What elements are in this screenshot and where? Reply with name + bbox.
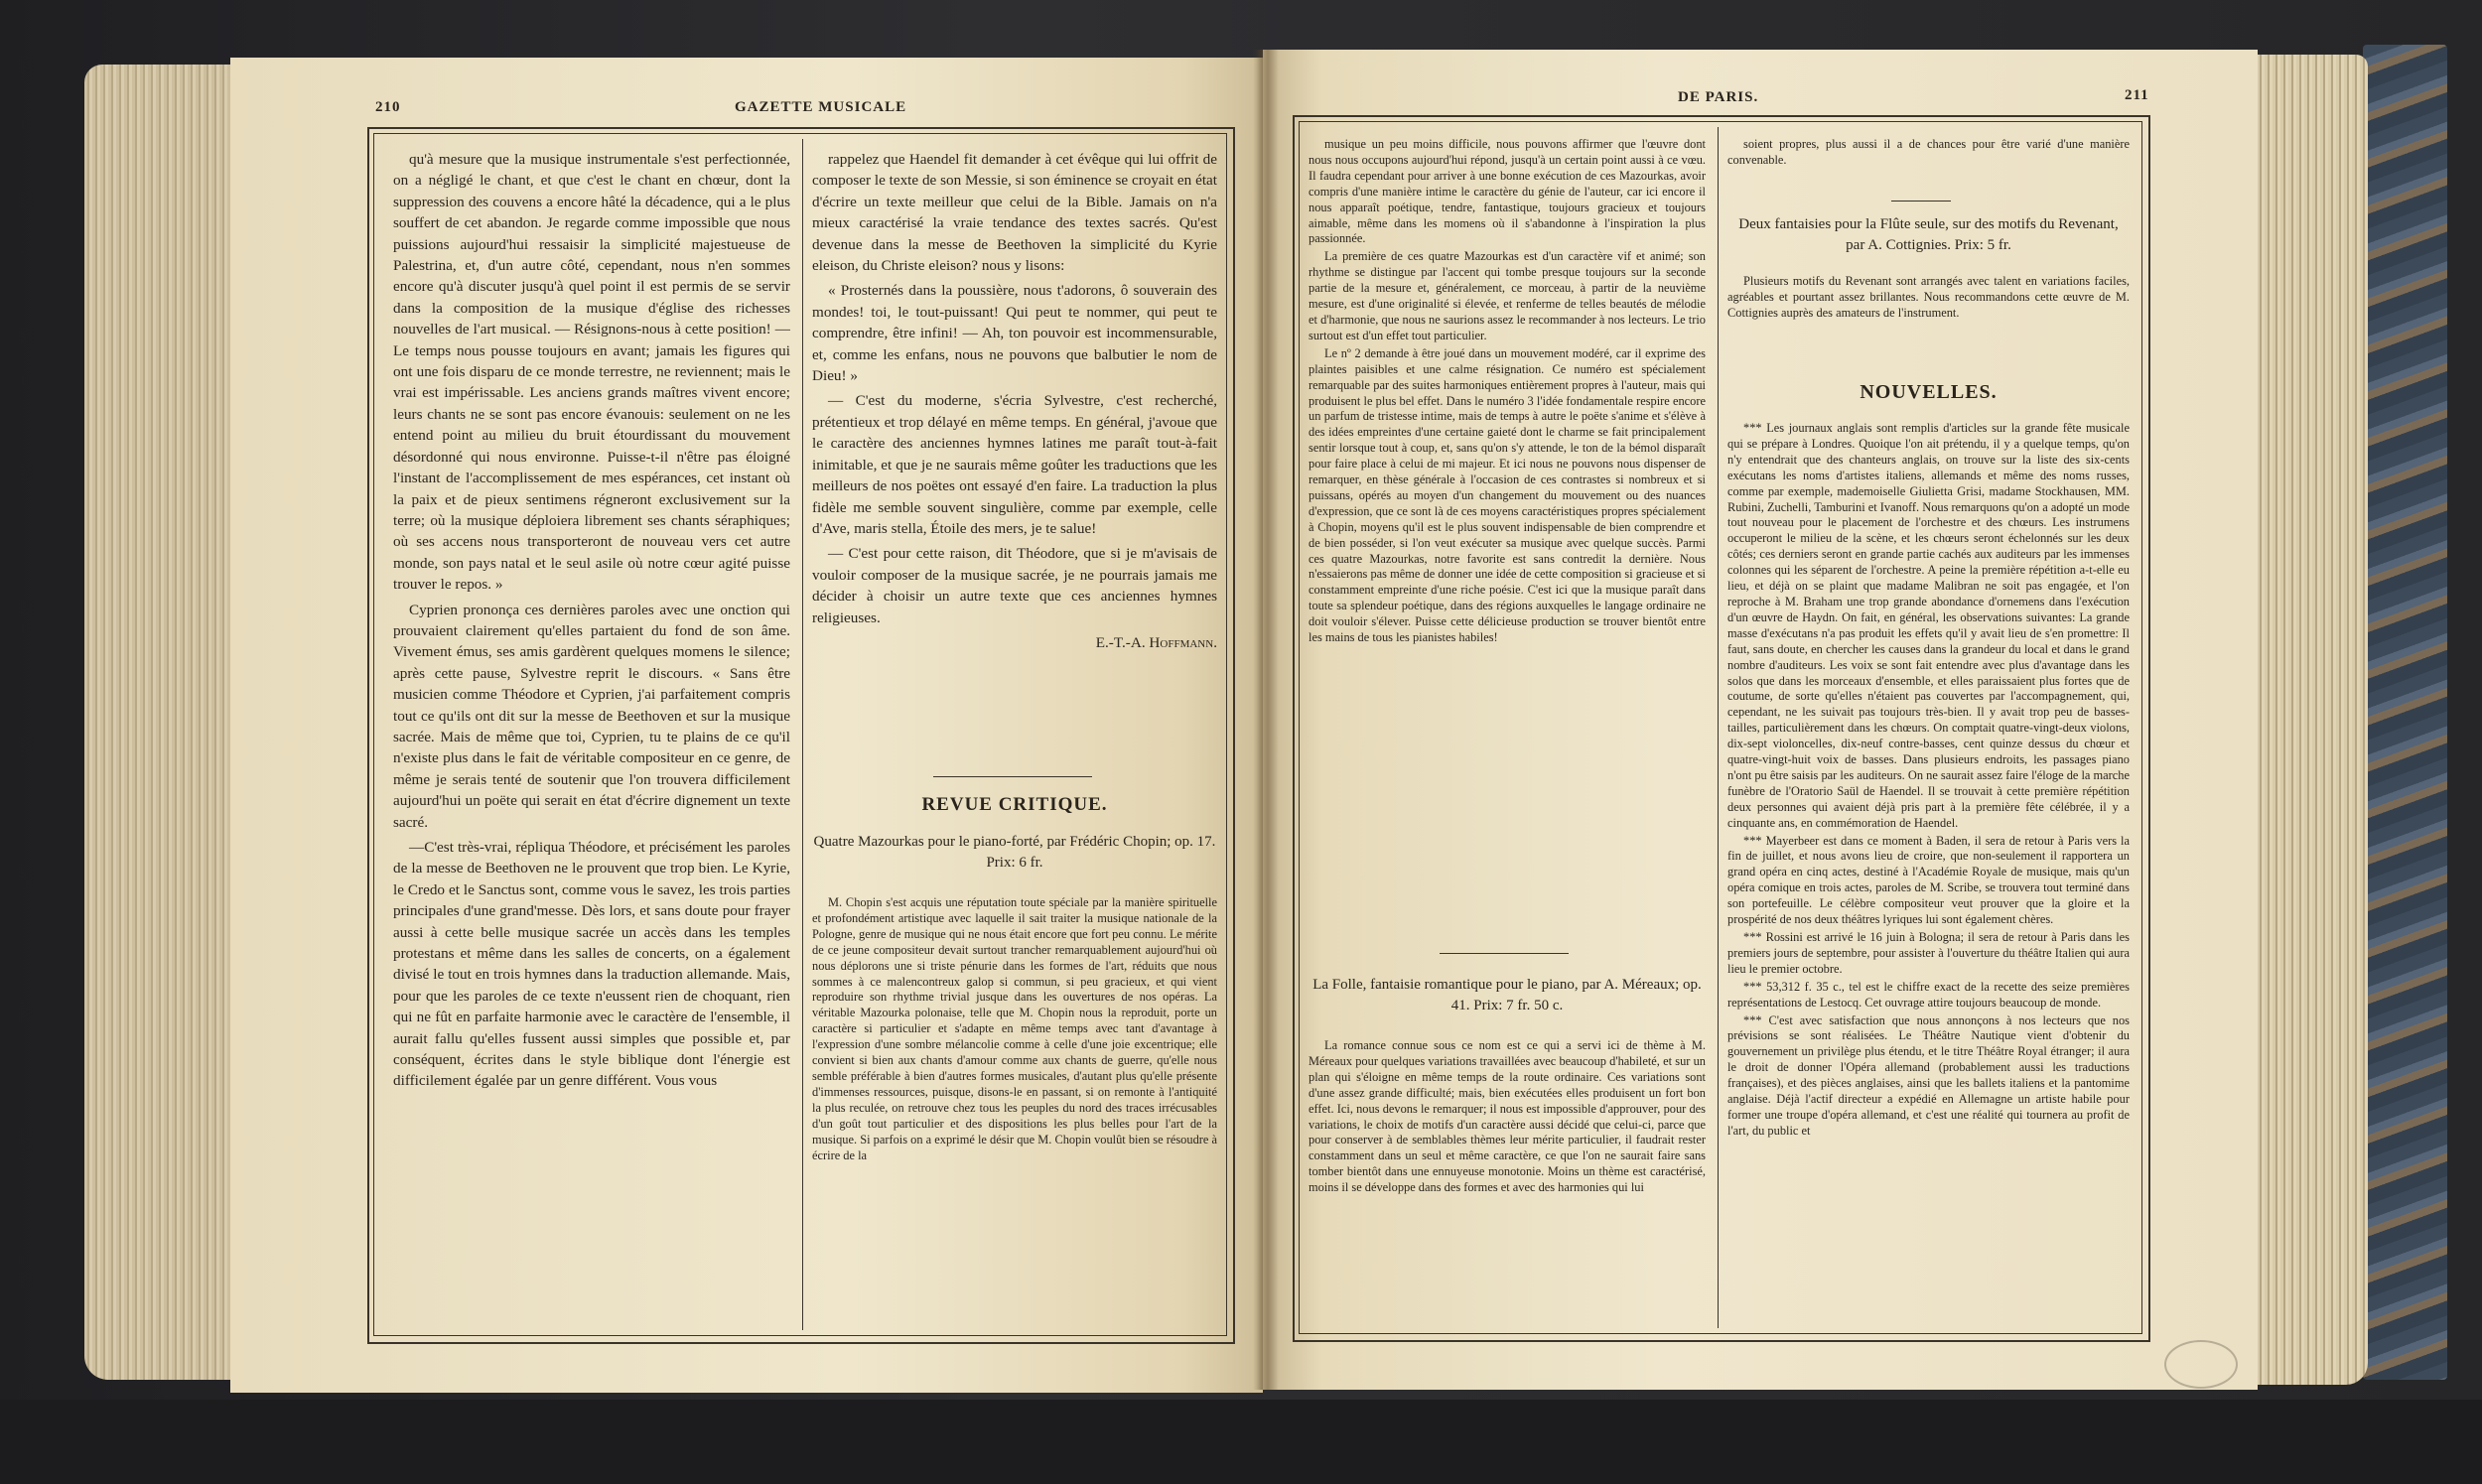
book-cover-marbled bbox=[2363, 45, 2447, 1380]
author-signature: E.-T.-A. Hoffmann. bbox=[1095, 633, 1217, 651]
folle-body bbox=[1309, 1038, 1706, 1330]
paragraph: qu'à mesure que la musique instrumentale s'est perfectionnée, on a négligé le chant, et que c'est le chant en chœur, dont la suppression des couvens a encore hâté la décadence, qui a le plus souffert de cet abandon. Je regarde comme impossible que nous puissions aujourd'hui ressaisir la simplicité majestueuse de Palestrina, et, d'un autre côté, cependant, nous n'en sommes encore qu'à discuter jusqu'à quel point il est permis de se servir dans la composition de la musique d'église des richesses nouvelles de l'art musical. — Résignons-nous à cette position! — Le temps nous pousse toujours en avant; jamais les figures qui ont une fois disparu de ce monde terrestre, ne reviennent; mais le vrai est impérissable. Les anciens grands maîtres vivent encore; leurs chants ne se sont pas encore évanouis: seulement on ne les entend point au milieu du bruit étourdissant du mouvement désordonné qui nous environne. Puisse-t-il n'être pas éloigné l'instant de l'accomplissement de mes espérances, cet instant où la paix et de pieux sentimens régneront exclusivement sur la terre; où la musique déploiera librement ses chants séraphiques; où ses accens nous transporteront de nouveau vers cet autre monde, son pays natal et le seul asile où notre cœur agité puisse trouver le repos. » bbox=[393, 151, 790, 594]
paragraph: Cyprien prononça ces dernières paroles avec une onction qui prouvaient clairement qu'elles partaient du fond de son âme. Vivement émus, ses amis gardèrent quelques momens le silence; après cette pause, Sylvestre reprit le discours. « Sans être musicien comme Théodore et Cyprien, j'ai parfaitement compris tout ce qu'ils ont dit sur la messe de Beethoven et sur la musique sacrée. Mais de même que toi, Cyprien, tu te plains de ce qu'il n'existe plus dans le fait de véritable compositeur en ce genre, de même je serais tenté de soutenir que l'on trouvera difficilement aujourd'hui un poëte qui serait en état d'écrire dignement un texte sacré. bbox=[393, 601, 790, 831]
page-edges-right bbox=[2249, 55, 2368, 1385]
left-column-2-top bbox=[812, 149, 1217, 758]
left-column-rule bbox=[802, 139, 803, 1330]
right-running-title: DE PARIS. bbox=[1678, 89, 1759, 105]
library-stamp bbox=[2164, 1340, 2238, 1389]
news-item: *** Les journaux anglais sont remplis d'articles sur la grande fête musicale qui se prépare à Londres. Quoique l'on ait prétendu, il y a quelque temps, qu'on n'y entendrait que des chanteurs anglais, on trouve sur la liste des six-cents exécutans les noms d'artistes italiens, allemands et même des noms russes, comme par exemple, mademoiselle Giulietta Grisi, madame Stockhausen, MM. Rubini, Zuchelli, Tamburini et Ivanoff. Nous remarquons qu'on a adopté un mode tout nouveau pour le placement de l'orchestre et des chœurs. Les instrumens occuperont le milieu de la scène, et les chœurs seront échelonnés sur les deux côtés; ces derniers seront en grande partie cachés aux auditeurs par les immenses colonnes qui les séparent de l'orchestre. A peine la première répétition a-t-elle eu lieu, et déjà on se plaint que madame Malibran ne soit pas engagée, et l'on reproche à M. Braham une trop grande abondance d'ornemens dans l'exécution d'un œuvre de Haydn. On fait, en général, les observations suivantes: La grande masse d'exécutans n'a pas produit les effets qu'il y avait lieu de s'en promettre: Il faut, sans doute, en chercher les causes dans la grandeur du local et dans le grand nombre d'auditeurs. Les voix se sont fait entendre avec plus d'avantage dans les solos que dans les morceaux d'ensemble, et elles paraissaient plus fortes que de coutume, de sorte qu'elles n'étaient pas couvertes par l'accompagnement, qui, cependant, ne les suivait pas toujours très-bien. Il y avait trop peu de basses-tailles, particulièrement dans les chœurs. On comptait quatre-vingt-deux violons, dix-sept violoncelles, dix-neuf contre-basses, cent quinze dessus du chœur et quatre-vingt-huit voix de basses. Dans plusieurs endroits, les passages piano n'ont pu être saisis par les auditeurs. On ne saurait assez faire l'éloge de la marche funèbre de l'Oratorio Saül de Haendel. Il se trouvait à cette première répétition deux personnes qui avaient déjà pris part à la première fête célébrée, il y a cinquante ans, en commémoration de Haendel. bbox=[1727, 421, 2130, 830]
right-page-number: 211 bbox=[2125, 87, 2149, 103]
review-body bbox=[812, 895, 1217, 1330]
review-subhead: Quatre Mazourkas pour le piano-forté, par Frédéric Chopin; op. 17. Prix: 6 fr. bbox=[813, 834, 1216, 871]
left-column-1 bbox=[393, 149, 790, 1330]
news-item: *** 53,312 f. 35 c., tel est le chiffre exact de la recette des seize premières représentations de Lestocq. Cet ouvrage attire toujours beaucoup de monde. bbox=[1727, 979, 2130, 1010]
folle-title: La Folle, fantaisie romantique pour le piano, par A. Méreaux; op. 41. Prix: 7 fr. 50 c. bbox=[1312, 977, 1702, 1013]
right-column-1-top bbox=[1309, 137, 1706, 941]
left-page-number: 210 bbox=[375, 99, 401, 115]
paragraph: « Prosternés dans la poussière, nous t'adorons, ô souverain des mondes! toi, le tout-puissant! Qui peut te nommer, qui peut te comprendre, être infini! — Ah, ton pouvoir est incommensurable, et, comme les enfans, nous ne pouvons que balbutier le nom de Dieu! » bbox=[812, 282, 1217, 385]
section-divider bbox=[1891, 201, 1951, 202]
paragraph: La romance connue sous ce nom est ce qui a servi ici de thème à M. Méreaux pour quelques variations travaillées avec beaucoup d'habileté, et sur un plan qui s'éloigne en même temps de la route ordinaire. Ces variations sont d'une assez grande difficulté; mais, bien exécutées elles produisent un fort bon effet. Ici, nous devons le remarquer; il nous est impossible d'approuver, pour des variations, le choix de motifs d'un caractère aussi décidé que celui-ci, parce que pour conserver à de semblables thèmes leur mérite particulier, il faudrait rester constamment dans un seul et même caractère, ce que l'on ne saurait faire sans tomber bientôt dans une ennuyeuse monotonie. Moins un thème est caractérisé, moins il se développe dans des formes et avec des harmonies qui lui bbox=[1309, 1038, 1706, 1195]
section-divider bbox=[1440, 953, 1569, 954]
news-item: *** Rossini est arrivé le 16 juin à Bologna; il sera de retour à Paris dans les premiers jours de septembre, pour assister à l'ouverture du théâtre Italien qui aura lieu le premier octobre. bbox=[1727, 930, 2130, 976]
section-divider bbox=[933, 776, 1092, 777]
table-edge bbox=[0, 1400, 2482, 1484]
paragraph: M. Chopin s'est acquis une réputation toute spéciale par la manière spirituelle et profondément artistique avec laquelle il sait traiter la musique nationale de la Pologne, genre de musique qui ne nous était encore que fort peu connu. Le mérite de ce jeune compositeur devait surtout trancher remarquablement aujourd'hui où nous déplorons une si triste pénurie dans les formes de l'art, réduits que nous sommes à ce malencontreux galop si commun, si peu gracieux, et qui vient reproduire son rhythme trivial jusque dans les ouvertures de nos opéras. La véritable Mazourka polonaise, telle que M. Chopin nous la reproduit, porte un caractère si particulier et s'adapte en même temps avec tant d'avantage à l'expression d'une sombre mélancolie comme à celle d'une joie excentrique; elle convient si bien aux chants d'amour comme aux chants de guerre, qu'elle nous semble préférable à bien d'autres formes musicales, d'autant plus qu'elle présente d'immenses ressources, puisque, disons-le en passant, si on remonte à l'antiquité la plus reculée, on retrouve chez tous les peuples du nord des traces irrécusables d'un goût tout particulier et des dispositions les plus belles pour l'art de la musique. Si parfois on a exprimé le désir que M. Chopin voulût bien se résoudre à écrire de la bbox=[812, 895, 1217, 1162]
news-body bbox=[1727, 421, 2130, 1330]
news-item: *** Mayerbeer est dans ce moment à Baden, il sera de retour à Paris vers la fin de juillet, et nous avons lieu de croire, que non-seulement il rapportera un grand opéra en cinq actes, destiné à l'Académie Royale de musique, mais qu'un opéra comique en trois actes, paroles de M. Scribe, se trouvera tout terminé dans son portefeuille. Le célèbre compositeur veut prouver que la gloire et la prospérité de nos deux théâtres lyriques lui sont également chères. bbox=[1727, 833, 2130, 927]
right-column-2-top bbox=[1727, 137, 2130, 177]
paragraph: — C'est pour cette raison, dit Théodore, que si je m'avisais de vouloir composer de la musique sacrée, je ne pourrais jamais me décider à choisir un autre texte que ces anciennes hymnes religieuses. bbox=[812, 545, 1217, 626]
paragraph: La première de ces quatre Mazourkas est d'un caractère vif et animé; son rhythme se distingue par l'accent qui tombe presque toujours sur la seconde partie de la mesure et, généralement, ce morceau, à partir de la neuvième mesure, est d'une originalité si élevée, et renferme de telles beautés de mélodie et d'harmonie, que nous ne saurions assez le recommander à nos lecteurs. Le trio surtout est d'un effet tout particulier. bbox=[1309, 249, 1706, 342]
flute-title: Deux fantaisies pour la Flûte seule, sur des motifs du Revenant, par A. Cottignies. Prix: 5 fr. bbox=[1738, 216, 2119, 253]
flute-body bbox=[1727, 274, 2130, 353]
paragraph: soient propres, plus aussi il a de chances pour être varié d'une manière convenable. bbox=[1727, 137, 2130, 167]
paragraph: — C'est du moderne, s'écria Sylvestre, c'est recherché, prétentieux et trop délayé en même temps. En général, j'avoue que le caractère des anciennes hymnes latines me paraît tout-à-fait inimitable, et que je ne saurais même goûter les traductions que les meilleurs de nos poëtes ont essayé d'en faire. La traduction la plus fidèle me semble souvent singulière, comme par exemple, celle d'Ave, maris stella, Étoile des mers, je te salue! bbox=[812, 392, 1217, 537]
news-item: *** C'est avec satisfaction que nous annonçons à nos lecteurs que nos prévisions se sont réalisées. Le Théâtre Nautique vient d'obtenir du gouvernement un privilège plus étendu, et le titre Théâtre Royal étranger; il aura le droit de donner l'Opéra allemand (probablement aussi les traductions françaises), et des pièces anglaises, ainsi que les ballets italiens et la pantomime anglaise. Déjà l'actif directeur a expédié en Allemagne un artiste habile pour former une troupe d'opéra allemand, et c'est une réalité qui tournera au profit de l'art, du public et bbox=[1727, 1012, 2130, 1138]
paragraph: Le nº 2 demande à être joué dans un mouvement modéré, car il exprime des plaintes paisibles et une calme résignation. Ce numéro est spécialement remarquable par des suites harmoniques entièrement propres à l'auteur, mais qui produisent le plus bel effet. Dans le numéro 3 l'idée fondamentale respire encore un parfum de tristesse intime, mais de temps à autre le poëte s'anime et s'élève à des idées empreintes d'une certaine gaieté dont le charme se fait principalement sentir lorsque tout à coup, et, sans qu'on s'y attende, le ton de la bémol disparaît pour faire place à celui de mi majeur. Et ici nous ne pouvons nous dispenser de remarquer, en thèse générale à l'occasion de ces contrastes si nombreux et si puissans, opérés au moyen d'un changement du mouvement ou des nuances d'expression, que ce sont là de ces moyens caractéristiques propres spécialement à Chopin, moyens qu'il est le plus souvent indispensable de bien comprendre et de bien posséder, si l'on veut exécuter sa musique avec quelque succès. Parmi ces quatre Mazourkas, notre favorite est sans contredit la dernière. Nous n'essaierons pas même de donner une idée de cette composition si gracieuse et si constamment empreinte d'une riche poésie. C'est ici que la musique paraît dans toute sa splendeur poétique, dans des régions auxquelles le langage ordinaire ne doit vouloir s'élever. Puisse cette délicieuse production se trouver bientôt entre les mains de tous les pianistes habiles! bbox=[1309, 345, 1706, 645]
page-edges-left bbox=[84, 65, 233, 1380]
news-title: NOUVELLES. bbox=[1860, 381, 1998, 403]
right-column-rule bbox=[1718, 127, 1719, 1328]
review-title: REVUE CRITIQUE. bbox=[921, 794, 1108, 815]
paragraph: rappelez que Haendel fit demander à cet évêque qui lui offrit de composer le texte de son Messie, si son éminence se croyait en état d'écrire un texte meilleur que celui de la Bible. Jamais on n'a mieux caractérisé la vraie tendance des textes sacrés. Qu'est devenue dans la messe de Beethoven la simplicité du Kyrie eleison, du Christe eleison? nous y lisons: bbox=[812, 151, 1217, 275]
left-running-title: GAZETTE MUSICALE bbox=[735, 99, 907, 115]
book-gutter-shadow bbox=[1257, 50, 1279, 1390]
paragraph: musique un peu moins difficile, nous pouvons affirmer que l'œuvre dont nous nous occupons aujourd'hui répond, jusqu'à un certain point aussi à ce vœu. Il faudra cependant pour arriver à une bonne exécution de ces Mazourkas, avoir compris d'une manière intime le caractère du génie de l'auteur, car ici encore il nous apparaît poétique, tendre, fantastique, toujours gracieux et toujours aimable, même dans les momens où il s'abandonne à l'inspiration la plus passionnée. bbox=[1309, 137, 1706, 246]
paragraph: —C'est très-vrai, répliqua Théodore, et précisément les paroles de la messe de Beethoven ne le prouvent que trop bien. Le Kyrie, le Credo et le Sanctus sont, comme vous le savez, les trois parties principales d'une grand'messe. Dès lors, et sans doute pour frayer aussi à cette belle musique sacrée un accès dans les temples protestans et même dans les salles de concerts, on a également divisé le tout en trois hymnes dans la traduction allemande. Mais, pour que les paroles de ce texte n'eussent rien de choquant, rien qui ne fût en parfaite harmonie avec le caractère de l'ensemble, il aurait fallu qu'elles fussent aussi simples que possible et, par conséquent, écrites dans le style biblique dont l'énergie est difficilement égalée par un genre différent. Vous vous bbox=[393, 839, 790, 1090]
paragraph: Plusieurs motifs du Revenant sont arrangés avec talent en variations faciles, agréables et pourtant assez brillantes. Nous recommandons cette œuvre de M. Cottignies auprès des amateurs de l'instrument. bbox=[1727, 274, 2130, 320]
